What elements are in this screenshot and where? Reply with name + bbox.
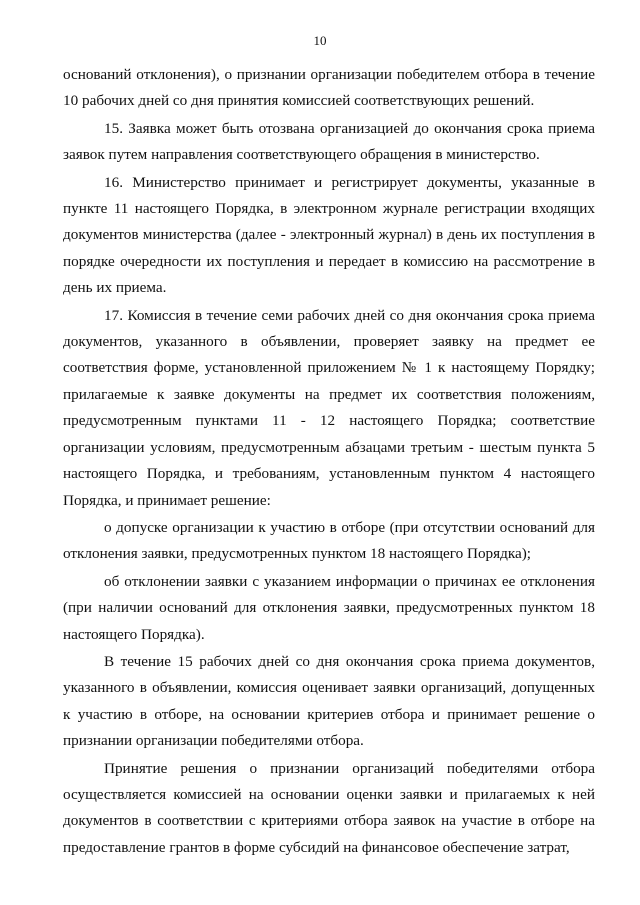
paragraph-winner-decision: Принятие решения о признании организаций победителями отбора осуществляется комиссией на основании оценки заявки и прилагаемых к ней документов в соответствии с критериями отбора заявок на участие в отборе на предоставление грантов в форме субсидий на финансовое обеспечение затрат, <box>63 759 595 856</box>
paragraph-decision-rejection: об отклонении заявки с указанием информации о причинах ее отклонения (при наличии оснований для отклонения заявки, предусмотренных пунктом 18 настоящего Порядка). <box>63 572 595 643</box>
page-number: 10 <box>313 33 327 48</box>
paragraph-continuation: оснований отклонения), о признании организации победителем отбора в течение 10 рабочих дней со дня принятия комиссией соответствующих решений. <box>63 66 595 110</box>
paragraph-item-15: 15. Заявка может быть отозвана организацией до окончания срока приема заявок путем направления соответствующего обращения в министерство. <box>63 119 595 164</box>
paragraph-item-17: 17. Комиссия в течение семи рабочих дней со дня окончания срока приема документов, указанного в объявлении, проверяет заявку на предмет ее соответствия форме, установленной приложением № 1 к настоящему Порядку; прилагаемые к заявке документы на предмет их соответствия положениям, предусмотренным пунктами 11 - 12 настоящего Порядка; соответствие организации условиям, предусмотренным абзацами третьим - шестым пункта 5 настоящего Порядка, и требованиям, установленным пунктом 4 настоящего Порядка, и принимает решение: <box>63 306 595 509</box>
paragraph-evaluation-period: В течение 15 рабочих дней со дня окончания срока приема документов, указанного в объявлении, комиссия оценивает заявки организаций, допущенных к участию в отборе, на основании критериев отбора и принимает решение о признании организации победителями отбора. <box>63 652 595 750</box>
paragraph-decision-admission: о допуске организации к участию в отборе (при отсутствии оснований для отклонения заявки, предусмотренных пунктом 18 настоящего Порядка); <box>63 518 595 563</box>
document-body <box>63 62 595 861</box>
paragraph-item-16: 16. Министерство принимает и регистрирует документы, указанные в пункте 11 настоящего Порядка, в электронном журнале регистрации входящих документов министерства (далее - электронный журнал) в день их поступления в порядке очередности их поступления и передает в комиссию на рассмотрение в день их приема. <box>63 173 595 297</box>
